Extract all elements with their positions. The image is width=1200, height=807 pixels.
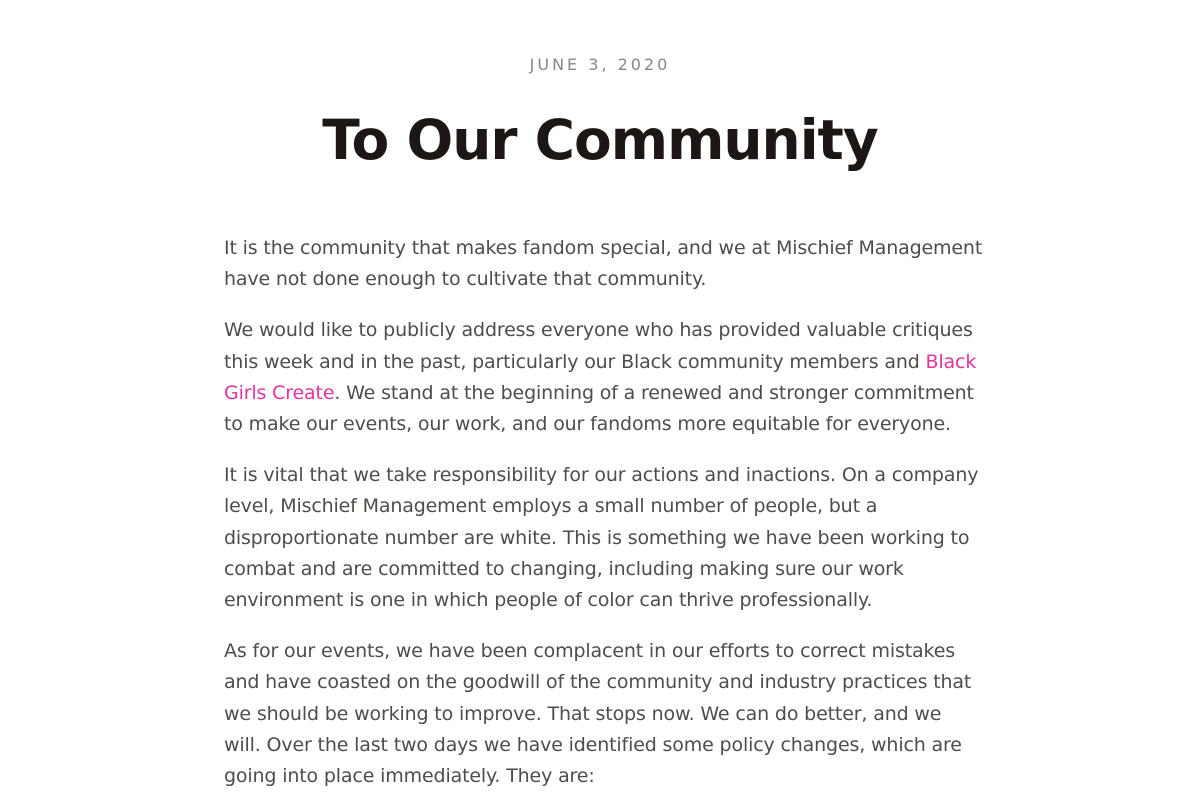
paragraph-3 <box>224 460 979 616</box>
text-line: environment is one in which people of color can thrive professionally. <box>224 589 873 612</box>
text-segment: . We stand at the beginning of a renewed and stronger commitment <box>334 381 974 404</box>
text-line: will. Over the last two days we have identified some policy changes, which are <box>224 733 962 756</box>
text-line: to make our events, our work, and our fandoms more equitable for everyone. <box>224 413 951 436</box>
text-line: level, Mischief Management employs a small number of people, but a <box>224 495 878 518</box>
text-line: We would like to publicly address everyone who has provided valuable critiques <box>224 319 973 342</box>
post-date: JUNE 3, 2020 <box>529 55 671 74</box>
text-line: As for our events, we have been complacent in our efforts to correct mistakes <box>224 640 955 663</box>
black-girls-create-link-part-2[interactable]: Girls Create <box>224 381 335 404</box>
text-segment: this week and in the past, particularly our Black community members and <box>224 350 926 373</box>
text-line: we should be working to improve. That stops now. We can do better, and we <box>224 702 942 725</box>
black-girls-create-link-part-1[interactable]: Black <box>925 350 977 373</box>
article-body <box>224 233 983 807</box>
paragraph-2 <box>224 315 976 440</box>
text-line: It is vital that we take responsibility for our actions and inactions. On a company <box>224 464 979 487</box>
page-title: To Our Community <box>322 108 878 172</box>
paragraph-1 <box>224 233 983 295</box>
text-line: and have coasted on the goodwill of the community and industry practices that <box>224 671 972 694</box>
text-line: going into place immediately. They are: <box>224 765 595 788</box>
text-line: combat and are committed to changing, including making sure our work <box>224 557 904 580</box>
text-line: It is the community that makes fandom special, and we at Mischief Management <box>224 237 983 259</box>
text-line: have not done enough to cultivate that community. <box>224 268 707 291</box>
text-line: disproportionate number are white. This is something we have been working to <box>224 526 970 549</box>
paragraph-4 <box>224 636 976 792</box>
